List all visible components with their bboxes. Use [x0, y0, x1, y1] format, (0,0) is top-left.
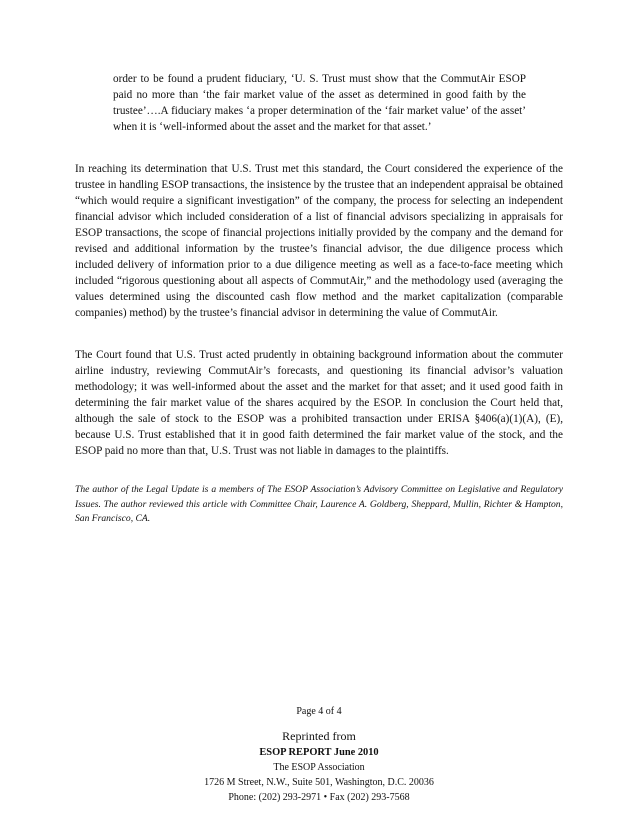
block-quote: order to be found a prudent fiduciary, ‘U. S. Trust must show that the CommutAir ESOP paid no more than ‘the fair market value of the asset as determined in good faith by the trustee’….A fiduciary makes ‘a proper determination of the ‘fair market value’ of the asset’ when it is ‘well-informed about the asset and the market for that asset.’ [113, 73, 526, 133]
page-number: Page 4 of 4 [296, 706, 342, 717]
author-note: The author of the Legal Update is a members of The ESOP Association’s Advisory Committee on Legislative and Regulatory Issues. The author reviewed this article with Committee Chair, Laurence A. Goldberg, Sheppard, Mullin, Richter & Hampton, San Francisco, CA. [75, 484, 563, 524]
organization-contact: Phone: (202) 293-2971 • Fax (202) 293-7568 [228, 792, 410, 803]
organization-name: The ESOP Association [273, 762, 365, 773]
report-title: ESOP REPORT June 2010 [259, 747, 379, 758]
reprinted-from: Reprinted from [282, 729, 356, 743]
body-paragraph-1: In reaching its determination that U.S. Trust met this standard, the Court considered the experience of the trustee in handling ESOP transactions, the insistence by the trustee that an independent appraisal be obtained “which would require a significant investigation” of the company, the process for selecting an independent financial advisor which included consideration of a list of financial advisors specializing in appraisals for ESOP transactions, the scope of financial projections initially provided by the company and the demand for revised and additional information by the trustee’s financial advisor, the due diligence process which included delivery of information prior to a due diligence meeting as well as a face-to-face meeting which included “rigorous questioning about all aspects of CommutAir,” and the methodology used (averaging the values determined using the discounted cash flow method and the market capitalization (comparable companies) method) by the trustee’s financial advisor in determining the value of CommutAir. [75, 163, 563, 319]
body-paragraph-2: The Court found that U.S. Trust acted prudently in obtaining background information about the commuter airline industry, reviewing CommutAir’s forecasts, and questioning its financial advisor’s valuation methodology; it was well-informed about the asset and the market for that asset; and it used good faith in determining the fair market value of the shares acquired by the ESOP. In conclusion the Court held that, although the sale of stock to the ESOP was a prohibited transaction under ERISA §406(a)(1)(A), (E), because U.S. Trust established that it in good faith determined the fair market value of the stock, and the ESOP paid no more than that, U.S. Trust was not liable in damages to the plaintiffs. [75, 349, 563, 457]
organization-address: 1726 M Street, N.W., Suite 501, Washington, D.C. 20036 [204, 777, 434, 788]
